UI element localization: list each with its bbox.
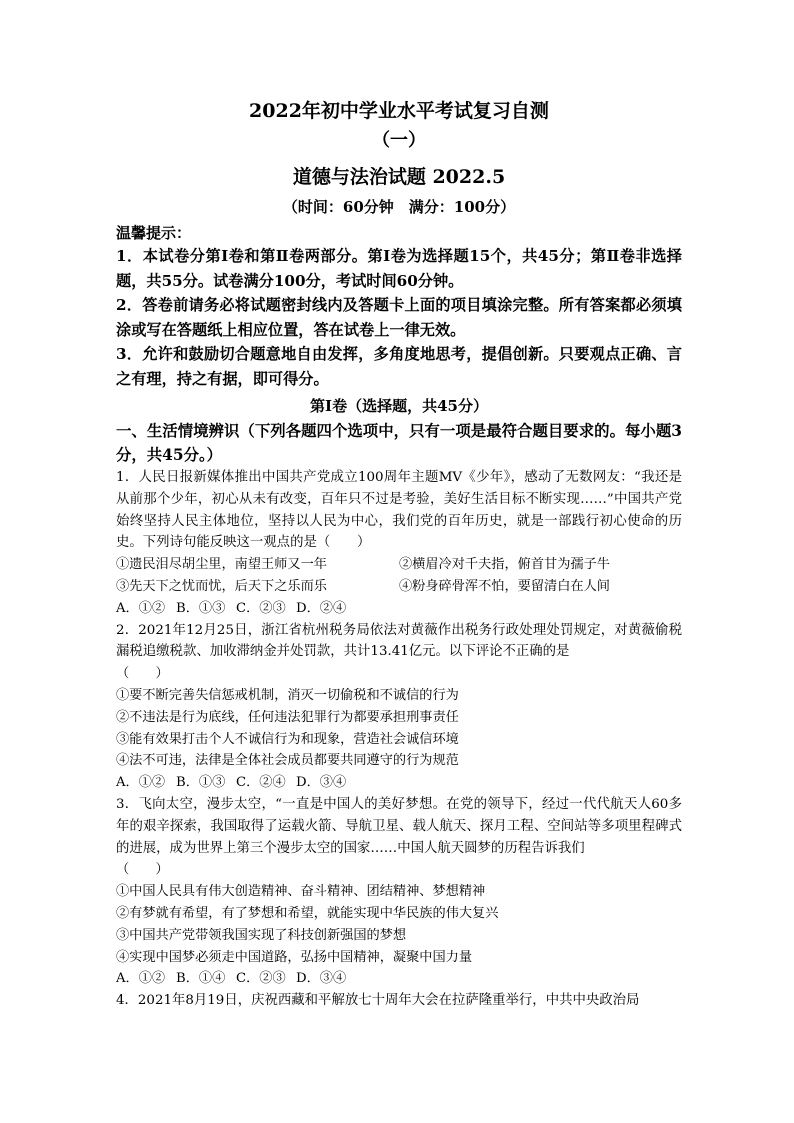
tip-item: 1．本试卷分第Ⅰ卷和第Ⅱ卷两部分。第Ⅰ卷为选择题15个，共45分；第Ⅱ卷非选择题，共55分。试卷满分100分，考试时间60分钟。 [116, 247, 682, 290]
choice-d: D．③④ [296, 971, 347, 987]
part1-title: 第Ⅰ卷（选择题，共45分） [310, 397, 488, 415]
option: ③先天下之忧而忧，后天下之乐而乐 [116, 578, 327, 594]
option: ②横眉冷对千夫指，俯首甘为孺子牛 [399, 557, 610, 573]
choice-d: D．③④ [296, 775, 347, 791]
question-stem: 1．人民日报新媒体推出中国共产党成立100周年主题MV《少年》，感动了无数网友：“我还是从前那个少年，初心从未有改变，百年只不过是考验，美好生活目标不断实现……”中国共产党始终坚持人民主体地位，坚持以人民为中心，我们党的百年历史，就是一部践行初心使命的历史。下列诗句能反映这一观点的是（ ） [116, 470, 682, 551]
option: ①中国人民具有伟大创造精神、奋斗精神、团结精神、梦想精神 [116, 884, 486, 900]
exam-page [116, 98, 682, 1012]
answer-choices [116, 598, 682, 620]
option: ④粉身碎骨浑不怕，要留清白在人间 [399, 578, 610, 594]
tip-item: 2．答卷前请务必将试题密封线内及答题卡上面的项目填涂完整。所有答案都必须填涂或写在答题纸上相应位置，答在试卷上一律无效。 [116, 296, 682, 339]
exam-subtitle: （一） [372, 130, 426, 151]
choice-c: C．②③ [236, 971, 286, 987]
choice-c: C．②④ [236, 775, 286, 791]
option: ④实现中国梦必须走中国道路，弘扬中国精神，凝聚中国力量 [116, 949, 473, 965]
option: ③中国共产党带领我国实现了科技创新强国的梦想 [116, 927, 407, 943]
tip-item: 3．允许和鼓励切合题意地自由发挥，多角度地思考，提倡创新。只要观点正确、言之有理，持之有据，即可得分。 [116, 345, 682, 388]
exam-time-info: （时间：60分钟 满分：100分） [282, 198, 516, 216]
question-2 [116, 620, 682, 794]
choice-a: A．①② [116, 600, 166, 616]
option-row [116, 554, 682, 576]
choice-c: C．②③ [236, 600, 286, 616]
option-row [116, 576, 682, 598]
tips-label: 温馨提示： [116, 224, 192, 242]
choice-b: B．①③ [176, 775, 226, 791]
question-3 [116, 794, 682, 990]
choice-b: B．①④ [176, 971, 226, 987]
option: ②不违法是行为底线，任何违法犯罪行为都要承担刑事责任 [116, 709, 459, 725]
option: ②有梦就有希望，有了梦想和希望，就能实现中华民族的伟大复兴 [116, 905, 499, 921]
question-stem: 3．飞向太空，漫步太空，“一直是中国人的美好梦想。在党的领导下，经过一代代航天人60多年的艰辛探索，我国取得了运载火箭、导航卫星、载人航天、探月工程、空间站等多项里程碑式的进展，成为世界上第三个漫步太空的国家……中国人航天圆梦的历程告诉我们 [116, 796, 682, 856]
question-stem: 2．2021年12月25日，浙江省杭州税务局依法对黄薇作出税务行政处理处罚规定，对黄薇偷税漏税追缴税款、加收滞纳金并处罚款，共计13.41亿元。以下评论不正确的是 [116, 622, 682, 660]
answer-blank: （ ） [116, 862, 169, 878]
option: ①要不断完善失信惩戒机制，消灭一切偷税和不诚信的行为 [116, 687, 459, 703]
question-stem: 4．2021年8月19日，庆祝西藏和平解放七十周年大会在拉萨隆重举行，中共中央政治局 [116, 993, 640, 1009]
section-title: 一、生活情境辨识（下列各题四个选项中，只有一项是最符合题目要求的。每小题3分，共45分。） [116, 422, 682, 464]
answer-choices [116, 968, 682, 990]
exam-subject: 道德与法治试题 2022.5 [292, 166, 506, 188]
choice-a: A．①② [116, 775, 166, 791]
choice-b: B．①③ [176, 600, 226, 616]
option: ①遗民泪尽胡尘里，南望王师又一年 [116, 557, 327, 573]
option: ④法不可违，法律是全体社会成员都要共同遵守的行为规范 [116, 753, 459, 769]
answer-blank: （ ） [116, 666, 169, 682]
choice-a: A．①② [116, 971, 166, 987]
exam-title: 2022年初中学业水平考试复习自测 [249, 100, 549, 122]
answer-choices [116, 772, 682, 794]
question-4 [116, 990, 682, 1012]
question-1 [116, 467, 682, 620]
choice-d: D．②④ [296, 600, 347, 616]
option: ③能有效果打击个人不诚信行为和现象，营造社会诚信环境 [116, 731, 459, 747]
